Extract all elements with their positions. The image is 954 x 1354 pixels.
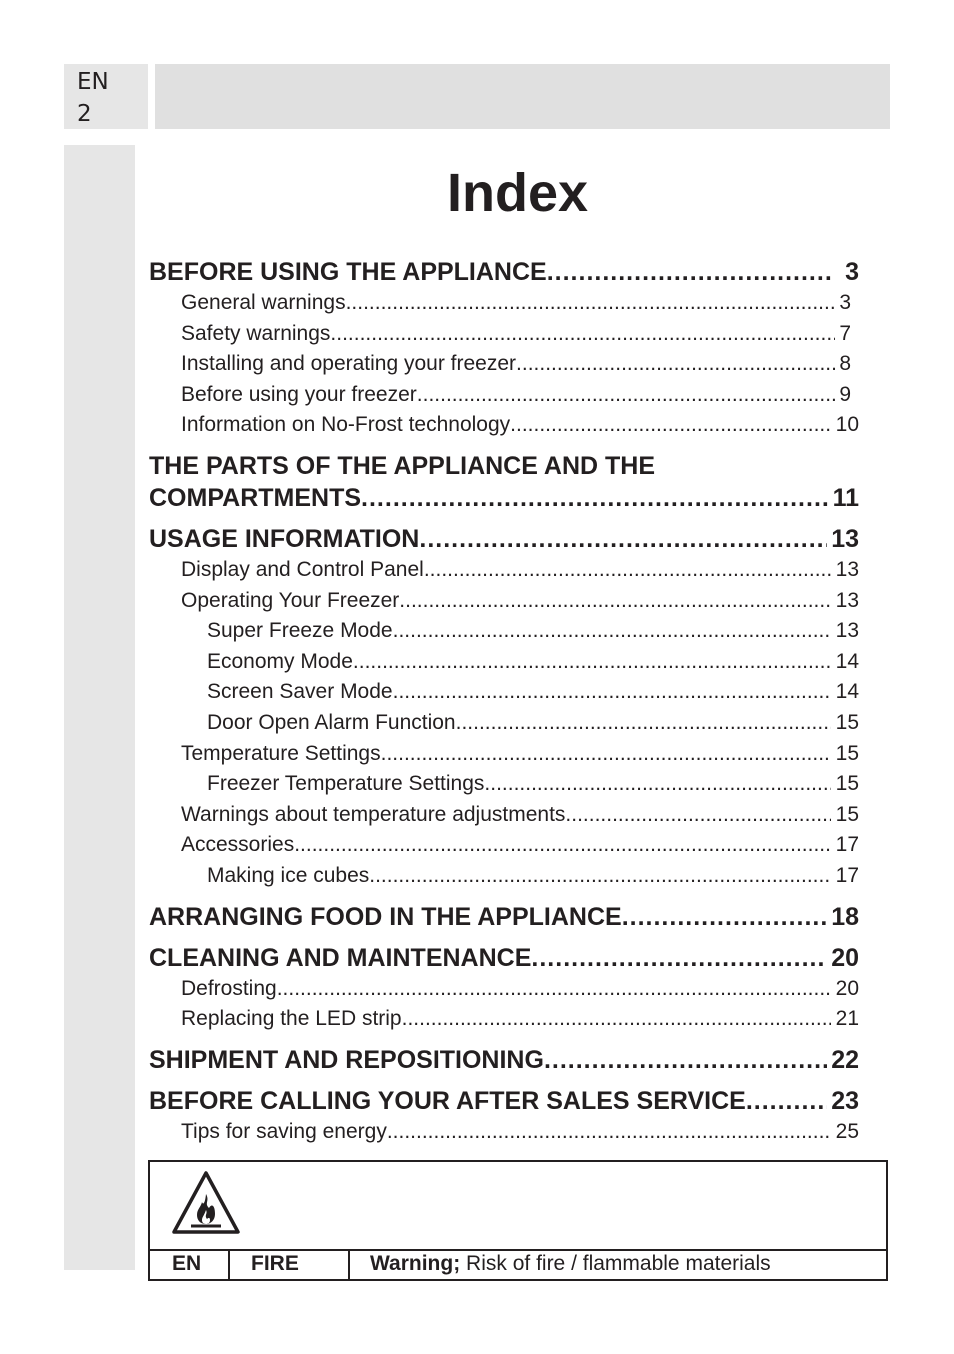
toc-label: Installing and operating your freezer <box>181 352 517 376</box>
toc-label: Temperature Settings <box>181 741 381 765</box>
toc-leader-dots <box>399 586 831 617</box>
toc-page-number: 3 <box>839 291 851 314</box>
warning-text: Risk of fire / flammable materials <box>460 1252 771 1275</box>
toc-label-line1: THE PARTS OF THE APPLIANCE AND THE <box>149 451 656 480</box>
toc-page-number: 15 <box>835 802 859 826</box>
toc-page-number: 3 <box>845 258 859 286</box>
toc-label: Warnings about temperature adjustments <box>181 802 566 826</box>
toc-page-number: 17 <box>835 863 859 887</box>
toc-entry-level-1[interactable] <box>149 1044 859 1076</box>
side-bar <box>64 145 135 1270</box>
toc-leader-dots <box>393 677 831 708</box>
toc-label: Before using your freezer <box>181 382 417 406</box>
language-label: EN <box>77 69 109 95</box>
toc-entry-level-2[interactable] <box>149 349 859 380</box>
toc-leader-dots <box>346 288 836 319</box>
toc-page-number: 14 <box>835 649 859 673</box>
warning-table <box>148 1160 888 1281</box>
toc-leader-dots <box>746 1085 827 1117</box>
toc-page-number: 25 <box>835 1119 859 1143</box>
toc-entry-level-3[interactable] <box>149 647 859 678</box>
toc-entry-level-1[interactable] <box>149 523 859 555</box>
toc-page-number: 9 <box>839 382 851 406</box>
toc-label: COMPARTMENTS <box>149 483 362 512</box>
toc-entry-level-2[interactable] <box>149 830 859 861</box>
toc-leader-dots <box>417 380 836 411</box>
toc-page-number: 13 <box>831 524 859 553</box>
page-title: Index <box>446 163 589 223</box>
toc-page-number: 20 <box>835 976 859 1000</box>
warning-language: EN <box>150 1249 230 1279</box>
toc-entry-level-2[interactable] <box>149 380 859 411</box>
toc-label: Making ice cubes <box>207 863 370 887</box>
table-of-contents <box>149 256 859 1147</box>
toc-leader-dots <box>424 555 831 586</box>
toc-leader-dots <box>369 861 831 892</box>
toc-entry-level-3[interactable] <box>149 861 859 892</box>
toc-page-number: 17 <box>835 833 859 857</box>
toc-leader-dots <box>622 901 827 933</box>
toc-label: Super Freeze Mode <box>207 619 393 643</box>
toc-label: Freezer Temperature Settings <box>207 772 485 796</box>
toc-entry-level-2[interactable] <box>149 288 859 319</box>
toc-leader-dots <box>277 974 831 1005</box>
toc-label: SHIPMENT AND REPOSITIONING <box>149 1045 544 1074</box>
toc-page-number: 15 <box>835 741 859 765</box>
toc-label: General warnings <box>181 291 346 314</box>
toc-leader-dots <box>402 1004 831 1035</box>
toc-page-number: 18 <box>831 902 859 931</box>
toc-leader-dots <box>531 942 827 974</box>
toc-page-number: 13 <box>835 619 859 643</box>
toc-entry-level-2[interactable] <box>149 974 859 1005</box>
toc-entry-level-2[interactable] <box>149 586 859 617</box>
toc-entry-level-1[interactable] <box>149 256 859 288</box>
toc-leader-dots <box>419 523 827 555</box>
toc-label: Information on No-Frost technology <box>181 413 511 437</box>
toc-leader-dots <box>544 1044 827 1076</box>
toc-entry-level-3[interactable] <box>149 677 859 708</box>
page-language-box <box>64 64 148 129</box>
toc-leader-dots <box>294 830 831 861</box>
toc-entry-level-1[interactable] <box>149 482 859 514</box>
toc-label: Accessories <box>181 833 295 857</box>
toc-entry-level-1[interactable] <box>149 1085 859 1117</box>
toc-leader-dots <box>565 800 831 831</box>
toc-label: Operating Your Freezer <box>181 588 400 612</box>
toc-label: BEFORE CALLING YOUR AFTER SALES SERVICE <box>149 1086 746 1115</box>
toc-label: Screen Saver Mode <box>207 680 393 704</box>
warning-icon-row <box>150 1162 886 1251</box>
toc-leader-dots <box>393 616 831 647</box>
toc-label: Door Open Alarm Function <box>207 710 456 734</box>
toc-page-number: 13 <box>835 588 859 612</box>
toc-label: USAGE INFORMATION <box>149 524 420 553</box>
toc-page-number: 15 <box>835 710 859 734</box>
toc-page-number: 8 <box>839 352 851 376</box>
toc-entry-level-2[interactable] <box>149 739 859 770</box>
toc-entry-level-2[interactable] <box>149 410 859 441</box>
toc-entry-level-3[interactable] <box>149 616 859 647</box>
toc-label: ARRANGING FOOD IN THE APPLIANCE <box>149 902 622 931</box>
toc-page-number: 13 <box>835 557 859 581</box>
toc-page-number: 15 <box>835 772 859 796</box>
toc-label: Safety warnings <box>181 321 331 345</box>
toc-leader-dots <box>516 349 835 380</box>
toc-leader-dots <box>547 256 831 288</box>
toc-leader-dots <box>381 739 831 770</box>
language-code <box>77 66 109 130</box>
toc-entry-wrapped[interactable] <box>149 450 859 514</box>
toc-entry-level-2[interactable] <box>149 1117 859 1148</box>
toc-label: BEFORE USING THE APPLIANCE <box>149 258 547 286</box>
toc-entry-level-2[interactable] <box>149 555 859 586</box>
toc-label: Economy Mode <box>207 649 353 673</box>
toc-label: Display and Control Panel <box>181 557 424 581</box>
toc-page-number: 21 <box>835 1007 859 1031</box>
toc-page-number: 14 <box>835 680 859 704</box>
warning-category: FIRE <box>230 1249 350 1279</box>
warning-row <box>150 1249 886 1279</box>
toc-page-number: 11 <box>832 483 859 512</box>
toc-label: Replacing the LED strip <box>181 1007 402 1031</box>
warning-description <box>350 1249 886 1279</box>
header-bar <box>155 64 890 129</box>
toc-page-number: 7 <box>839 321 851 345</box>
toc-leader-dots <box>484 769 831 800</box>
toc-leader-dots <box>387 1117 831 1148</box>
toc-leader-dots <box>510 410 831 441</box>
toc-label: Defrosting <box>181 976 277 1000</box>
toc-entry-level-3[interactable] <box>149 769 859 800</box>
toc-page-number: 10 <box>835 413 859 437</box>
toc-leader-dots <box>353 647 831 678</box>
toc-page-number: 22 <box>831 1045 859 1074</box>
warning-label: Warning; <box>370 1252 461 1275</box>
toc-entry-level-1[interactable] <box>149 901 859 933</box>
toc-label: CLEANING AND MAINTENANCE <box>149 943 532 972</box>
toc-entry-level-1[interactable] <box>149 942 859 974</box>
page-number: 2 <box>77 101 92 127</box>
toc-leader-dots <box>456 708 831 739</box>
toc-entry-level-2[interactable] <box>149 1004 859 1035</box>
toc-entry-level-2[interactable] <box>149 319 859 350</box>
toc-entry-level-2[interactable] <box>149 800 859 831</box>
fire-warning-triangle-icon <box>171 1170 241 1236</box>
toc-leader-dots <box>361 482 829 514</box>
toc-leader-dots <box>330 319 835 350</box>
toc-page-number: 20 <box>831 943 859 972</box>
toc-label: Tips for saving energy <box>181 1119 387 1143</box>
toc-page-number: 23 <box>831 1086 859 1115</box>
toc-entry-level-3[interactable] <box>149 708 859 739</box>
